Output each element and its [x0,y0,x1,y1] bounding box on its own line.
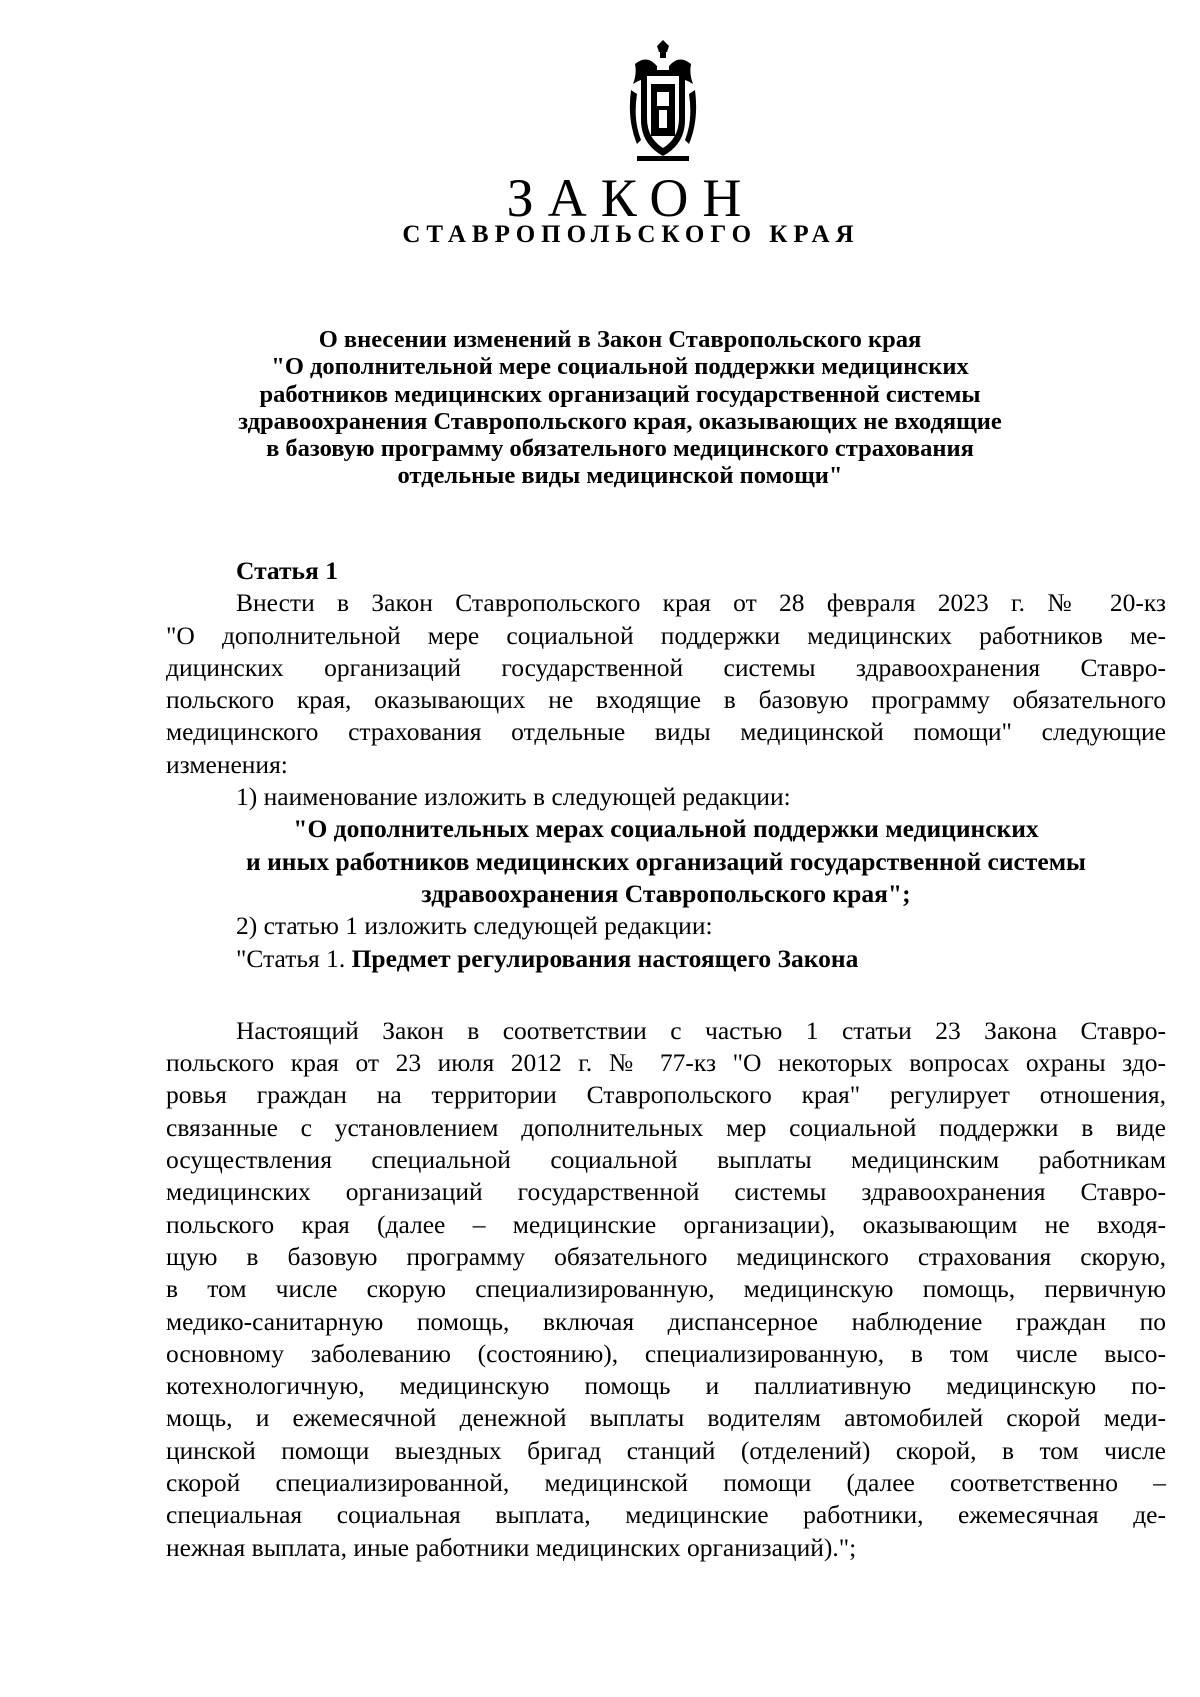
intro-line: "О дополнительной мере социальной поддержки медицинских работников ме- [166,620,1166,650]
item-1: 1) наименование изложить в следующей редакции: [236,782,791,812]
law-heading [160,326,1080,490]
heading-line: здравоохранения Ставропольского края, оказывающих не входящие [238,407,1002,435]
para-line: в том числе скорую специализированную, медицинскую помощь, первичную [166,1274,1166,1304]
para-line: связанные с установлением дополнительных мер социальной поддержки в виде [166,1112,1166,1142]
new-title-line: и иных работников медицинских организаций государственной системы [246,846,1086,876]
intro-line: дицинских организаций государственной системы здравоохранения Ставро- [166,652,1166,682]
para-line: польского края (далее – медицинские организации), оказывающим не входя- [166,1209,1166,1239]
law-title: ЗАКОН [506,168,756,228]
heading-line: отдельные виды медицинской помощи" [397,462,843,490]
para-line: Настоящий Закон в соответствии с частью 1 статьи 23 Закона Ставро- [236,1015,1166,1045]
para-line: медицинских организаций государственной системы здравоохранения Ставро- [166,1177,1166,1207]
para-line: котехнологичную, медицинскую помощь и паллиативную медицинскую по- [166,1371,1166,1401]
para-line: основному заболеванию (состоянию), специализированную, в том числе высо- [166,1338,1166,1368]
para-line: медико-санитарную помощь, включая диспансерное наблюдение граждан по [166,1306,1166,1336]
intro-line: изменения: [166,749,288,779]
new-title-line: здравоохранения Ставропольского края"; [421,878,911,908]
para-line: ровья граждан на территории Ставропольского края" регулирует отношения, [166,1080,1166,1110]
quoted-article-heading [166,943,1166,975]
intro-line: Внести в Закон Ставропольского края от 28 февраля 2023 г. № 20-кз [236,588,1166,618]
para-line: специальная социальная выплата, медицинские работники, ежемесячная де- [166,1500,1166,1530]
para-line: осуществления специальной социальной выплаты медицинским работникам [166,1145,1166,1175]
para-line: нежная выплата, иные работники медицинских организаций)."; [166,1532,857,1562]
para-line: польского края от 23 июля 2012 г. № 77-кз "О некоторых вопросах охраны здо- [166,1048,1166,1078]
heading-line: работников медицинских организаций государственной системы [259,380,981,408]
heading-line: О внесении изменений в Закон Ставропольского края [318,326,922,353]
new-title-line: "О дополнительных мерах социальной поддержки медицинских [293,814,1039,844]
para-line: скорой специализированной, медицинской помощи (далее соответственно – [166,1468,1166,1498]
quoted-article-prefix: "Статья 1. [236,943,352,973]
para-line: щую в базовую программу обязательного медицинского страхования скорую, [166,1241,1166,1271]
document-body [166,555,1166,1564]
article-label: Статья 1 [236,556,338,585]
coat-of-arms-emblem [627,40,699,168]
intro-line: польского края, оказывающих не входящие в базовую программу обязательного [166,685,1166,715]
para-line: цинской помощи выездных бригад станций (отделений) скорой, в том числе [166,1435,1166,1465]
item-2: 2) статью 1 изложить следующей редакции: [236,911,713,941]
law-subtitle: СТАВРОПОЛЬСКОГО КРАЯ [402,221,860,248]
intro-line: медицинского страхования отдельные виды медицинской помощи" следующие [166,717,1166,747]
para-line: мощь, и ежемесячной денежной выплаты водителям автомобилей скорой меди- [166,1403,1166,1433]
heading-line: в базовую программу обязательного медицинского страхования [266,435,974,463]
spacer [166,975,1166,1015]
heading-line: "О дополнительной мере социальной поддержки медицинских [271,353,969,381]
quoted-article-title: Предмет регулирования настоящего Закона [351,943,859,973]
